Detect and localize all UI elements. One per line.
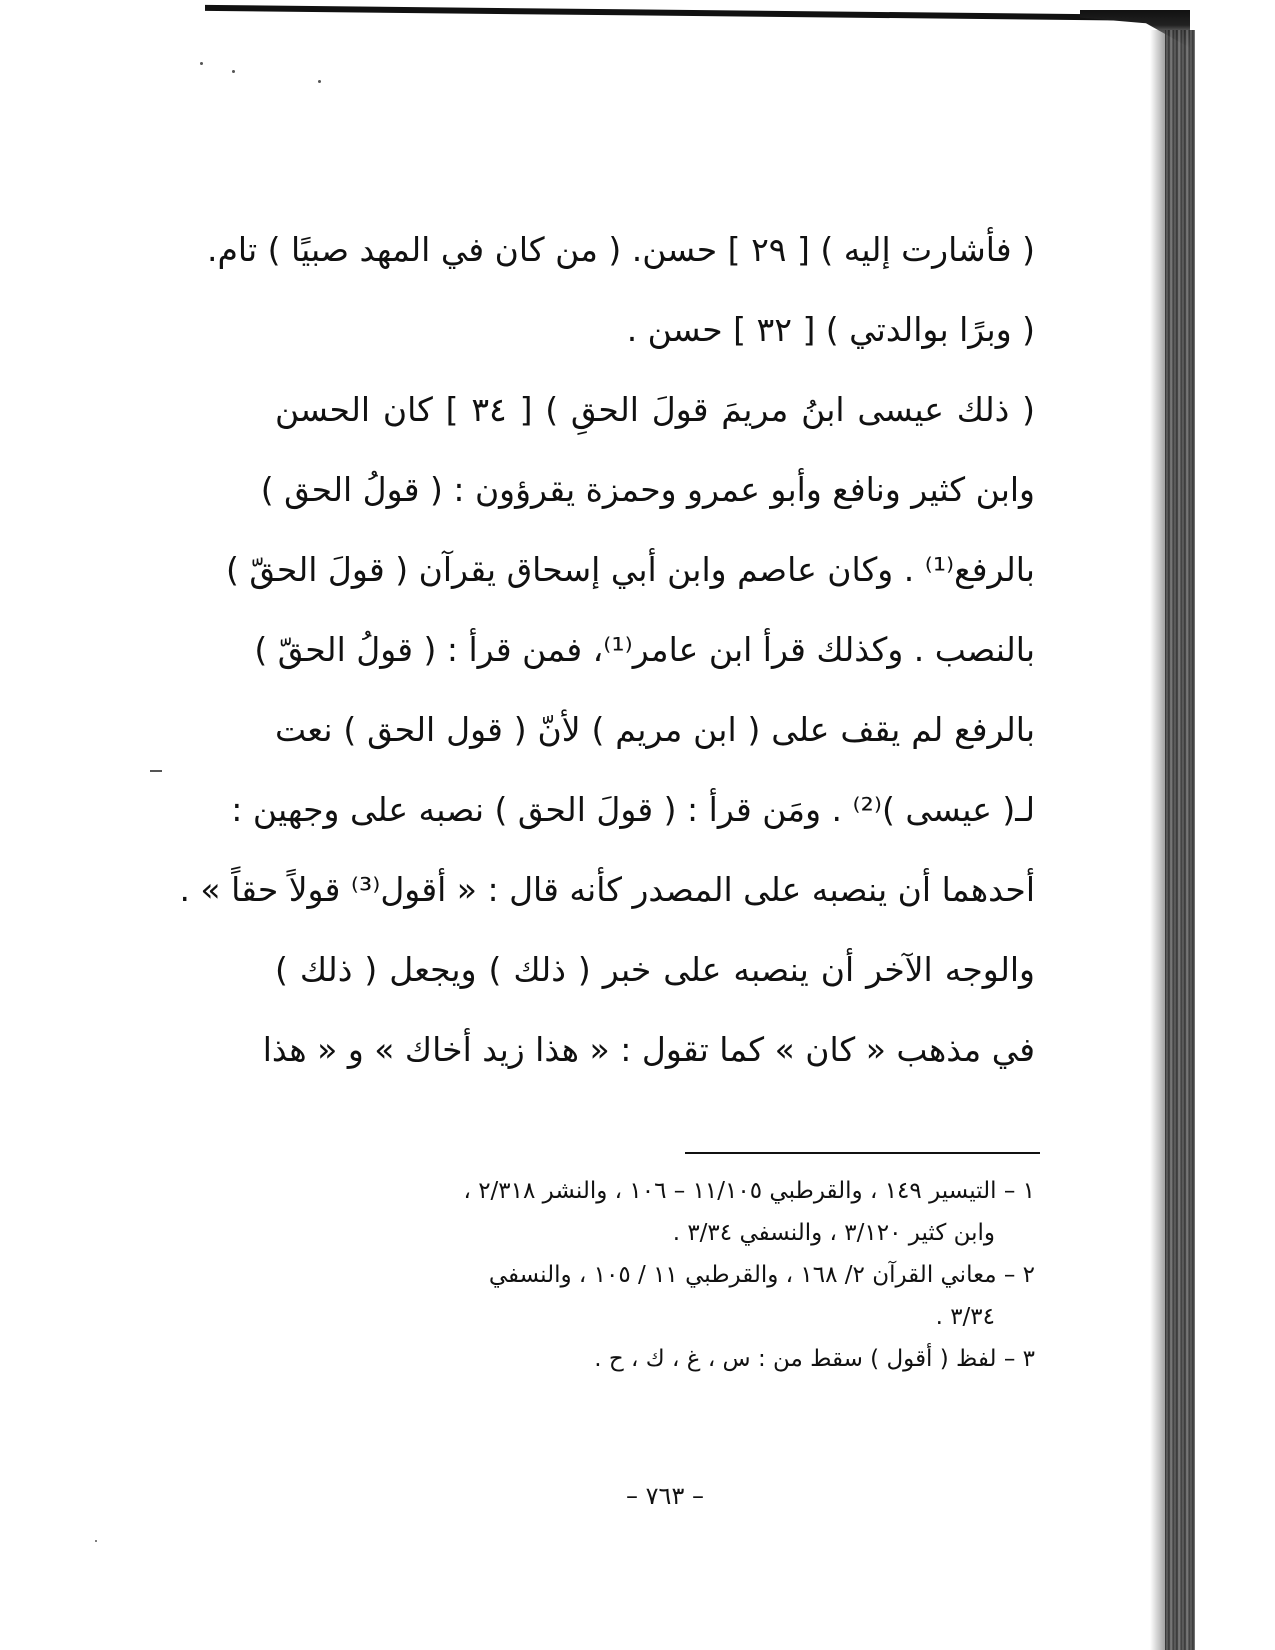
text-line: لـ( عيسى )⁽²⁾ . ومَن قرأ : ( قولَ الحق ) نصبه على وجهين : [231, 790, 1035, 829]
scan-speck [200, 62, 203, 65]
footnote-divider [685, 1152, 1040, 1154]
scan-speck [318, 80, 321, 83]
footnote: ٣ – لفظ ( أقول ) سقط من : س ، غ ، ك ، ح . [594, 1346, 1035, 1372]
main-text [179, 210, 1035, 1090]
scan-speck [95, 1540, 97, 1542]
footnote: ١ – التيسير ١٤٩ ، والقرطبي ١١/١٠٥ – ١٠٦ ، والنشر ٢/٣١٨ ، [463, 1178, 1035, 1204]
text-line: بالنصب . وكذلك قرأ ابن عامر⁽¹⁾، فمن قرأ : ( قولُ الحقّ ) [254, 630, 1035, 669]
text-line: بالرفع لم يقف على ( ابن مريم ) لأنّ ( قول الحق ) نعت [275, 710, 1035, 749]
footnote-continuation: وابن كثير ٣/١٢٠ ، والنسفي ٣/٣٤ . [672, 1220, 995, 1246]
scan-top-edge [205, 5, 1180, 21]
page-number: – ٧٦٣ – [626, 1482, 704, 1510]
text-line: ( وبرًا بوالدتي ) [ ٣٢ ] حسن . [626, 310, 1035, 349]
text-line: وابن كثير ونافع وأبو عمرو وحمزة يقرؤون : ( قولُ الحق ) [260, 470, 1035, 509]
scan-binding-shadow [1150, 30, 1166, 1650]
scan-speck [232, 70, 235, 73]
scan-right-edge [1165, 30, 1195, 1650]
text-line: أحدهما أن ينصبه على المصدر كأنه قال : « أقول⁽³⁾ قولاً حقاً » . [179, 870, 1035, 909]
footnote-continuation: ٣/٣٤ . [935, 1304, 995, 1330]
text-line: والوجه الآخر أن ينصبه على خبر ( ذلك ) ويجعل ( ذلك ) [275, 950, 1035, 989]
scan-speck [150, 770, 162, 772]
footnote: ٢ – معاني القرآن ٢/ ١٦٨ ، والقرطبي ١١ / ١٠٥ ، والنسفي [488, 1262, 1035, 1288]
text-line: ( ذلك عيسى ابنُ مريمَ قولَ الحقِ ) [ ٣٤ ] كان الحسن [275, 390, 1035, 429]
footnotes [275, 1170, 1035, 1380]
text-line: ( فأشارت إليه ) [ ٢٩ ] حسن. ( من كان في المهد صبيًا ) تام. [207, 230, 1035, 269]
text-line: بالرفع⁽¹⁾ . وكان عاصم وابن أبي إسحاق يقرآن ( قولَ الحقّ ) [226, 550, 1035, 589]
text-line: في مذهب « كان » كما تقول : « هذا زيد أخاك » و « هذا [262, 1030, 1035, 1069]
